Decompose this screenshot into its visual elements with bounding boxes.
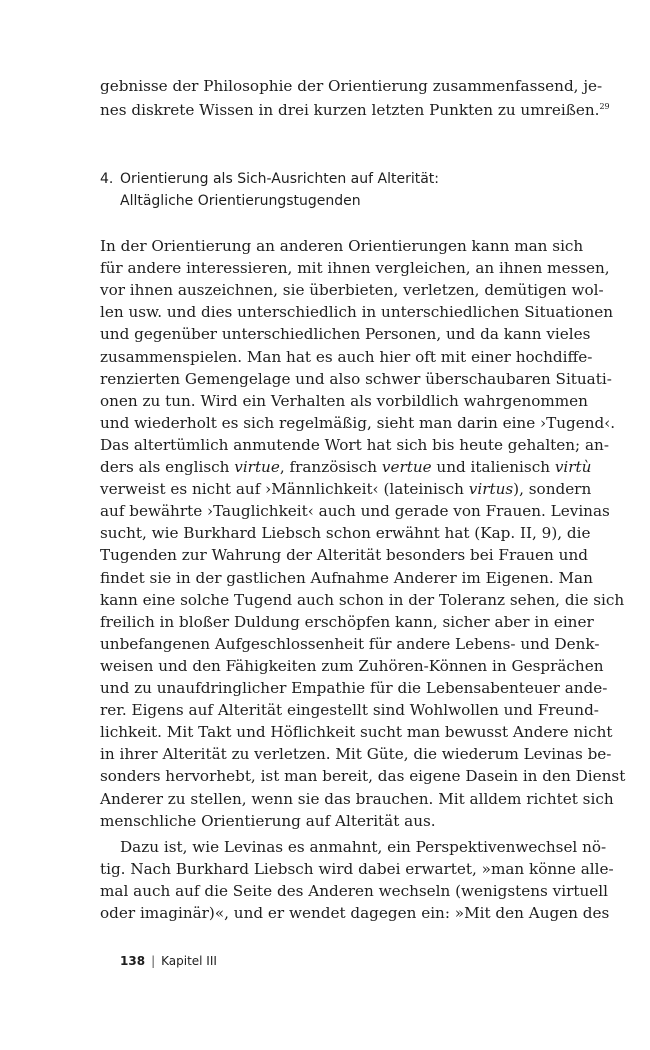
body-text-line: und gegenüber unterschiedlichen Personen, und da kann vieles xyxy=(100,325,591,344)
section-title-line-1: Orientierung als Sich-Ausrichten auf Alterität: xyxy=(120,171,439,187)
body-text-line: sonders hervorhebt, ist man bereit, das eigene Dasein in den Dienst xyxy=(100,767,626,786)
body-text-line: lichkeit. Mit Takt und Höflichkeit sucht man bewusst Andere nicht xyxy=(100,723,613,742)
body-text-line: auf bewährte ›Tauglichkeit‹ auch und gerade von Frauen. Levinas xyxy=(100,502,610,521)
body-text-line: freilich in bloßer Duldung erschöpfen kann, sicher aber in einer xyxy=(100,612,594,631)
body-text-line: len usw. und dies unterschiedlich in unterschiedlichen Situationen xyxy=(100,303,614,322)
italic-term: virtue xyxy=(234,458,280,476)
body-text-line: oder imaginär)«, und er wendet dagegen ein: »Mit den Augen des xyxy=(100,904,610,923)
body-text-line: Tugenden zur Wahrung der Alterität besonders bei Frauen und xyxy=(100,546,588,565)
body-text-line: kann eine solche Tugend auch schon in der Toleranz sehen, die sich xyxy=(100,590,625,609)
body-text-line: renzierten Gemengelage und also schwer überschaubaren Situati- xyxy=(100,369,612,388)
footnote-reference[interactable]: 29 xyxy=(599,102,610,111)
body-text-line: findet sie in der gastlichen Aufnahme Anderer im Eigenen. Man xyxy=(100,568,593,587)
section-number: 4. xyxy=(100,171,114,187)
body-text-line: und zu unaufdringlicher Empathie für die Lebensabenteuer ande- xyxy=(100,679,608,697)
page-number: 138 xyxy=(120,954,146,968)
body-text-line: Dazu ist, wie Levinas es anmahnt, ein Perspektivenwechsel nö- xyxy=(120,838,607,856)
page-footer xyxy=(120,954,217,968)
body-text-line: sucht, wie Burkhard Liebsch schon erwähnt hat (Kap. II, 9), die xyxy=(100,524,591,543)
body-text-line-text: nes diskrete Wissen in drei kurzen letzten Punkten zu umreißen. xyxy=(100,101,600,119)
body-text-line: ders als englisch virtue, französisch vertue und italienisch virtù xyxy=(100,458,592,476)
body-text-line: in ihrer Alterität zu verletzen. Mit Güte, die wiederum Levinas be- xyxy=(100,745,612,764)
body-text-line: menschliche Orientierung auf Alterität aus. xyxy=(100,811,436,830)
body-text-line: unbefangenen Aufgeschlossenheit für andere Lebens- und Denk- xyxy=(100,634,600,653)
body-text-line: gebnisse der Philosophie der Orientierung zusammenfassend, je- xyxy=(100,77,603,95)
body-text-line: rer. Eigens auf Alterität eingestellt sind Wohlwollen und Freund- xyxy=(100,701,599,720)
body-text-line: Das altertümlich anmutende Wort hat sich bis heute gehalten; an- xyxy=(100,435,609,454)
body-text-line: für andere interessieren, mit ihnen vergleichen, an ihnen messen, xyxy=(100,259,610,278)
body-text-line: mal auch auf die Seite des Anderen wechseln (wenigstens virtuell xyxy=(100,882,608,901)
section-title-line-2: Alltägliche Orientierungstugenden xyxy=(120,193,361,209)
section-heading xyxy=(100,169,439,189)
chapter-label: Kapitel III xyxy=(161,954,217,968)
body-text-line: und wiederholt es sich regelmäßig, sieht man darin eine ›Tugend‹. xyxy=(100,413,616,432)
body-text-line: tig. Nach Burkhard Liebsch wird dabei erwartet, »man könne alle- xyxy=(100,860,614,879)
body-text-line: In der Orientierung an anderen Orientierungen kann man sich xyxy=(100,237,584,255)
italic-term: vertue xyxy=(381,458,432,476)
body-text-line: verweist es nicht auf ›Männlichkeit‹ (lateinisch virtus), sondern xyxy=(100,480,592,499)
body-text-line xyxy=(100,100,610,120)
body-text-line: onen zu tun. Wird ein Verhalten als vorbildlich wahrgenommen xyxy=(100,391,588,410)
body-text-line: vor ihnen auszeichnen, sie überbieten, verletzen, demütigen wol- xyxy=(100,281,604,300)
body-text-line: Anderer zu stellen, wenn sie das brauchen. Mit alldem richtet sich xyxy=(100,789,614,808)
footer-separator: | xyxy=(151,954,156,968)
italic-term: virtù xyxy=(554,458,592,476)
body-text-line: zusammenspielen. Man hat es auch hier oft mit einer hochdiffe- xyxy=(100,347,593,366)
italic-term: virtus xyxy=(468,480,514,499)
body-text-line: weisen und den Fähigkeiten zum Zuhören-Können in Gesprächen xyxy=(100,656,604,675)
